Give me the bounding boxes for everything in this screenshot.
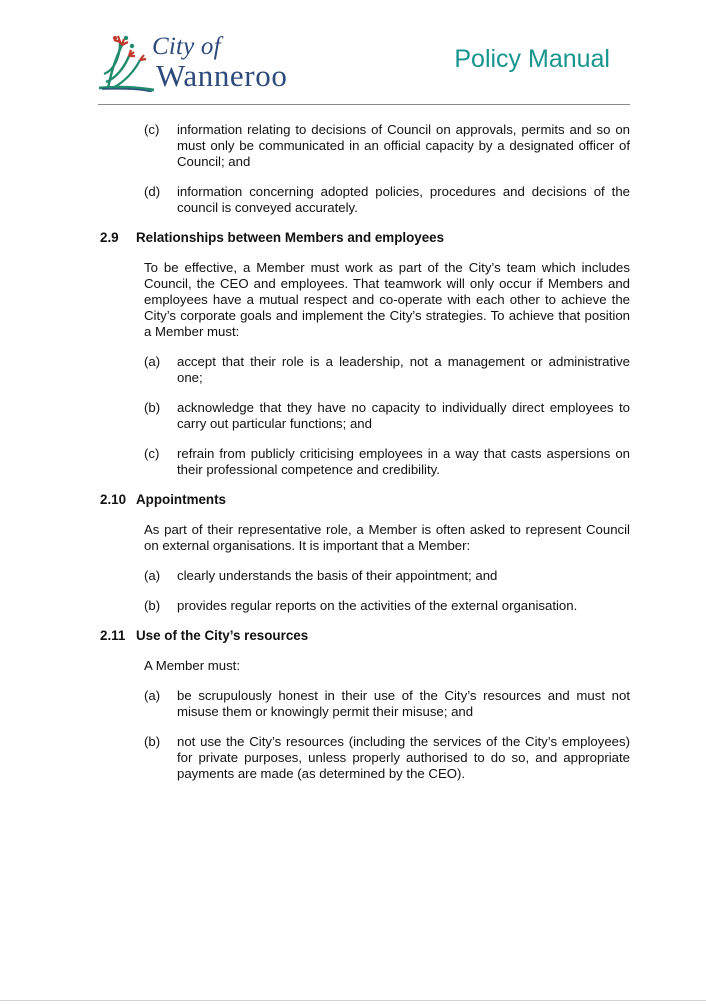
logo-text-city-of: City of <box>152 33 221 60</box>
section-number: 2.9 <box>100 230 119 245</box>
section-number: 2.10 <box>100 492 127 507</box>
logo-text-wanneroo: Wanneroo <box>156 58 288 93</box>
document-title: Policy Manual <box>454 45 610 73</box>
section-heading-2-10 <box>98 492 630 508</box>
list-marker: (b) <box>144 598 161 613</box>
list-item <box>98 734 630 782</box>
section-number: 2.11 <box>100 628 126 643</box>
list-marker: (a) <box>144 688 161 703</box>
section-title: Relationships between Members and employees <box>136 230 445 245</box>
list-item <box>98 446 630 478</box>
list-item <box>98 184 630 216</box>
list-item <box>98 568 630 584</box>
list-marker: (b) <box>144 400 161 415</box>
list-item-text: not use the City’s resources (including the services of the City’s employees) for private purposes, unless properly authorised to do so, and appropriate payments are made (as determined by the CEO). <box>177 734 630 781</box>
list-item <box>98 354 630 386</box>
section-paragraph: A Member must: <box>144 658 241 673</box>
document-body <box>98 122 630 796</box>
section-title: Appointments <box>136 492 227 507</box>
list-item-text: accept that their role is a leadership, not a management or administrative one; <box>177 354 630 385</box>
list-marker: (b) <box>144 734 161 749</box>
section-heading-2-11 <box>98 628 630 644</box>
header-divider <box>98 104 630 105</box>
section-paragraph: To be effective, a Member must work as part of the City’s team which includes Council, the CEO and employees. That teamwork will only occur if Members and employees have a mutual respect and co-operate with each other to achieve the City’s corporate goals and implement the City’s strategies. To achieve that position a Member must: <box>144 260 630 339</box>
list-marker: (a) <box>144 568 161 583</box>
list-item-text: refrain from publicly criticising employees in a way that casts aspersions on their professional competence and credibility. <box>177 446 630 477</box>
list-item-text: provides regular reports on the activities of the external organisation. <box>177 598 578 613</box>
list-item-text: information relating to decisions of Council on approvals, permits and so on must only be communicated in an official capacity by a designated officer of Council; and <box>177 122 630 169</box>
page-bottom-edge <box>0 1000 706 1001</box>
city-of-wanneroo-logo <box>98 32 298 92</box>
list-marker: (c) <box>144 122 160 137</box>
list-item-text: information concerning adopted policies, procedures and decisions of the council is conveyed accurately. <box>177 184 630 215</box>
list-item-text: clearly understands the basis of their appointment; and <box>177 568 498 583</box>
list-item <box>98 400 630 432</box>
kangaroo-paw-plant-icon <box>98 32 158 92</box>
list-item-text: be scrupulously honest in their use of the City’s resources and must not misuse them or knowingly permit their misuse; and <box>177 688 630 719</box>
list-marker: (c) <box>144 446 160 461</box>
page-header <box>98 28 630 104</box>
section-paragraph: As part of their representative role, a Member is often asked to represent Council on external organisations. It is important that a Member: <box>144 522 630 553</box>
section-heading-2-9 <box>98 230 630 246</box>
list-item <box>98 598 630 614</box>
section-title: Use of the City’s resources <box>136 628 309 643</box>
list-item-text: acknowledge that they have no capacity to individually direct employees to carry out particular functions; and <box>177 400 630 431</box>
list-item <box>98 688 630 720</box>
list-marker: (d) <box>144 184 161 199</box>
list-marker: (a) <box>144 354 161 369</box>
list-item <box>98 122 630 170</box>
